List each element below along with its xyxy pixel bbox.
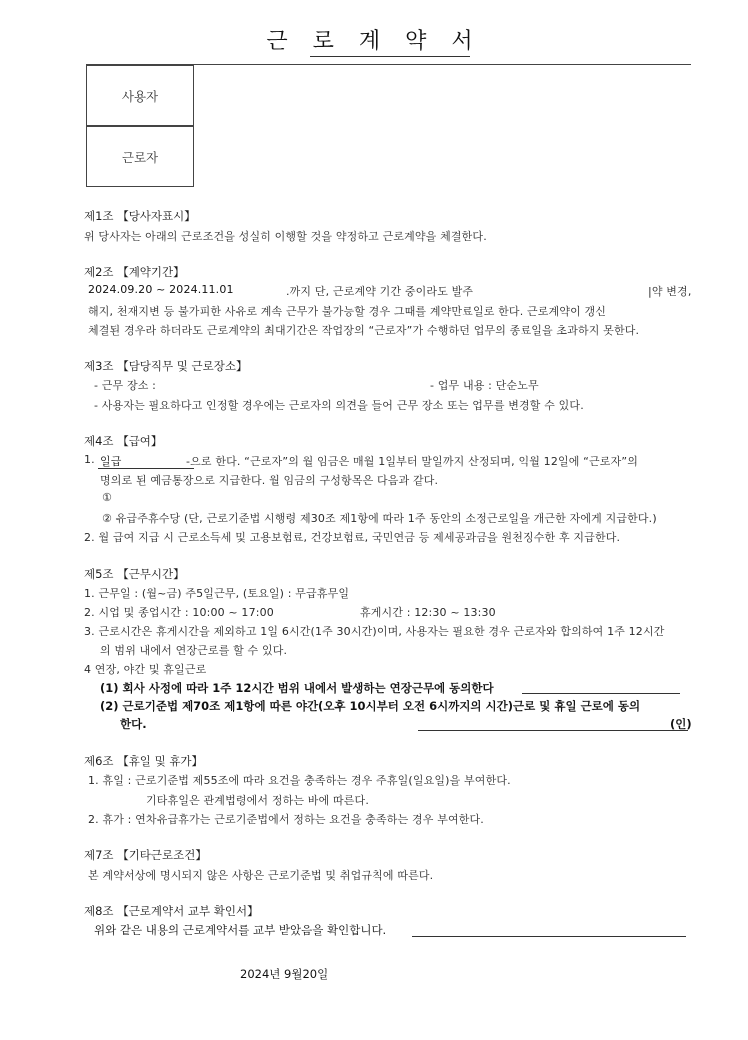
wage-type: 일급 — [100, 455, 122, 468]
work-hours: 2. 시업 및 종업시간 : 10:00 ~ 17:00 — [84, 606, 274, 619]
article-1-body: 위 당사자는 아래의 근로조건을 성실히 이행할 것을 약정하고 근로계약을 체결한다. — [84, 230, 487, 243]
night-holiday-consent: (2) 근로기준법 제70조 제1항에 따른 야간(오후 10시부터 오전 6시까지의 시간)근로 및 휴일 근로에 동의 — [100, 699, 641, 713]
party-table — [86, 64, 691, 189]
article-4-line-1: -으로 한다. “근로자”의 월 임금은 매월 1일부터 말일까지 산정되며, 익월 12일에 “근로자”의 — [186, 455, 638, 468]
work-place-label: - 근무 장소 : — [94, 379, 157, 392]
article-2-line-1a: .까지 단, 근로계약 기간 중이라도 발주 — [286, 285, 474, 298]
article-2-heading: 제2조 【계약기간】 — [84, 265, 185, 279]
workdays: 1. 근무일 : (월~금) 주5일근무, (토요일) : 무급휴무일 — [84, 587, 350, 600]
article-3-heading: 제3조 【담당직무 및 근로장소】 — [84, 359, 248, 373]
article-2-line-1b: |약 변경, — [648, 285, 692, 298]
night-holiday-consent-end: 한다. — [120, 717, 147, 731]
article-4-line-2: 명의로 된 예금통장으로 지급한다. 월 임금의 구성항목은 다음과 같다. — [100, 474, 439, 487]
article-7-heading: 제7조 【기타근로조건】 — [84, 848, 207, 862]
article-4-item-2: 2. 월 급여 지급 시 근로소득세 및 고용보험료, 건강보험료, 국민연금 등 제세공과금을 원천징수한 후 지급한다. — [84, 531, 621, 544]
other-holidays: 기타휴일은 관계법령에서 정하는 바에 따른다. — [146, 794, 369, 807]
receipt-confirmation: 위와 같은 내용의 근로계약서를 교부 받았음을 확인합니다. — [94, 923, 387, 937]
document-title: 근 로 계 약 서 — [266, 29, 482, 54]
wage-component-1: ① — [102, 491, 113, 504]
overtime-signature-line — [522, 693, 680, 694]
leave-rule: 2. 휴가 : 연차유급휴가는 근로기준법에서 정하는 요건을 충족하는 경우 부여한다. — [88, 813, 484, 826]
wage-component-2: ② 유급주휴수당 (단, 근로기준법 시행령 제30조 제1항에 따라 1주 동안의 소정근로일을 개근한 자에게 지급한다.) — [102, 512, 657, 525]
title-underline — [310, 56, 470, 57]
article-4-item-1-number: 1. — [84, 453, 95, 466]
article-2-line-2: 해지, 천재지변 등 불가피한 사유로 계속 근무가 불가능할 경우 그때를 계약만료일로 한다. 근로계약이 갱신 — [88, 305, 607, 318]
contract-period: 2024.09.20 ~ 2024.11.01 — [88, 283, 234, 296]
article-7-body: 본 계약서상에 명시되지 않은 사항은 근로기준법 및 취업규칙에 따른다. — [88, 869, 434, 882]
article-5-line-4: 의 범위 내에서 연장근로를 할 수 있다. — [100, 644, 288, 657]
article-1-heading: 제1조 【당사자표시】 — [84, 209, 196, 223]
receipt-signature-line — [412, 936, 686, 937]
overtime-consent: (1) 회사 사정에 따라 1주 12시간 범위 내에서 발생하는 연장근무에 동의한다 — [100, 681, 494, 695]
employer-label: 사용자 — [86, 65, 194, 126]
article-6-heading: 제6조 【휴일 및 휴가】 — [84, 754, 204, 768]
article-2-line-3: 체결된 경우라 하더라도 근로계약의 최대기간은 작업장의 “근로자”가 수행하던 업무의 종료일을 초과하지 못한다. — [88, 324, 640, 337]
break-time: 휴게시간 : 12:30 ~ 13:30 — [360, 606, 496, 619]
night-holiday-signature-line — [418, 730, 688, 731]
worker-label: 근로자 — [86, 126, 194, 187]
seal-mark: (인) — [670, 717, 692, 731]
holiday-rule: 1. 휴일 : 근로기준법 제55조에 따라 요건을 충족하는 경우 주휴일(일요일)을 부여한다. — [88, 774, 511, 787]
article-5-heading: 제5조 【근무시간】 — [84, 567, 185, 581]
article-8-heading: 제8조 【근로계약서 교부 확인서】 — [84, 904, 259, 918]
job-description: - 업무 내용 : 단순노무 — [430, 379, 539, 392]
article-5-line-3: 3. 근로시간은 휴게시간을 제외하고 1일 6시간(1주 30시간)이며, 사용자는 필요한 경우 근로자와 합의하여 1주 12시간 — [84, 625, 665, 638]
wage-type-underline — [98, 468, 194, 469]
article-4-heading: 제4조 【급여】 — [84, 434, 163, 448]
contract-date: 2024년 9월20일 — [240, 967, 329, 981]
article-3-note: - 사용자는 필요하다고 인정할 경우에는 근로자의 의견을 들어 근무 장소 또는 업무를 변경할 수 있다. — [94, 399, 584, 412]
article-5-line-5: 4 연장, 야간 및 휴일근로 — [84, 663, 207, 676]
